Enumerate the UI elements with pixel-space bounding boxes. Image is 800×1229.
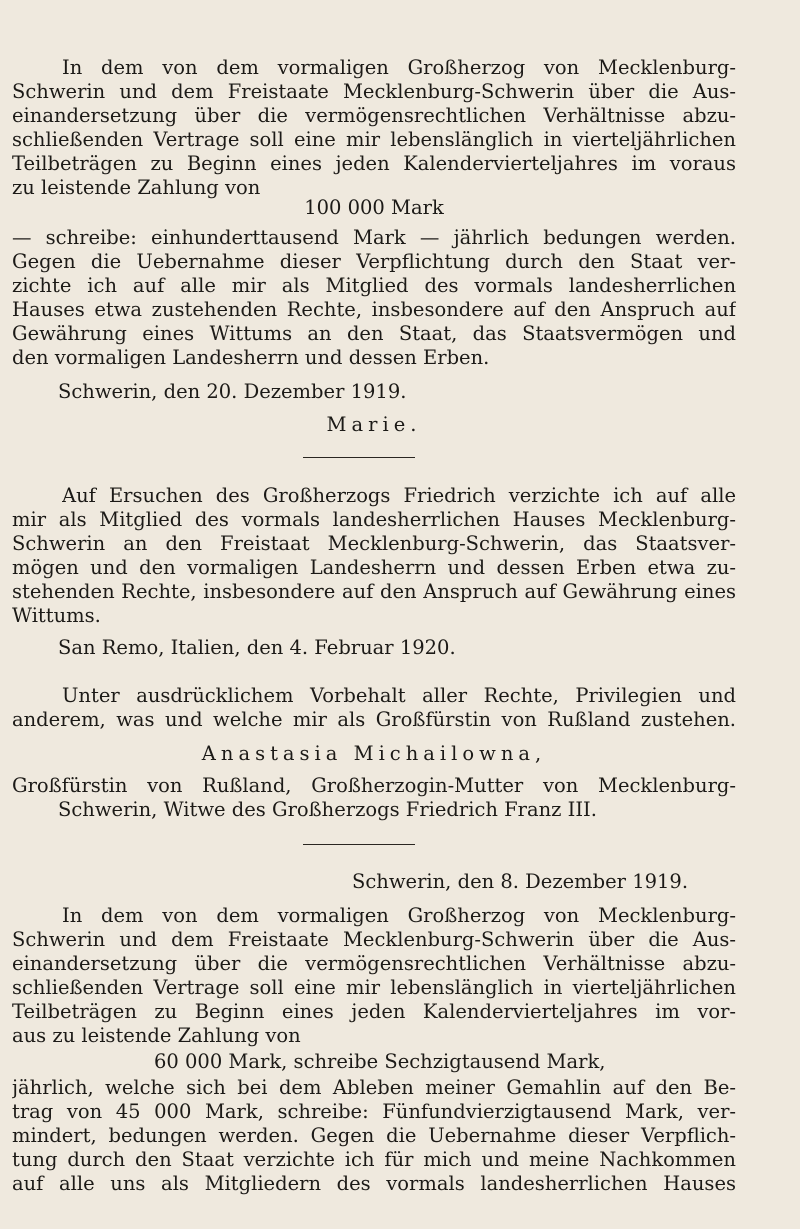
place-date: Schwerin, den 8. Dezember 1919.: [352, 870, 689, 893]
text-line: einandersetzung über die vermögensrechtlichen Verhältnisse abzu-: [12, 104, 736, 127]
text-line: anderem, was und welche mir als Großfürstin von Rußland zustehen.: [12, 708, 736, 731]
text-line: Gewährung eines Wittums an den Staat, das Staatsvermögen und: [12, 322, 736, 345]
text-line: trag von 45 000 Mark, schreibe: Fünfundvierzigtausend Mark, ver-: [12, 1100, 736, 1123]
text-line: Großfürstin von Rußland, Großherzogin-Mutter von Mecklenburg-: [12, 774, 736, 797]
text-line: zu leistende Zahlung von: [12, 176, 261, 199]
text-line: jährlich, welche sich bei dem Ableben meiner Gemahlin auf den Be-: [12, 1076, 736, 1099]
text-line: Schwerin, Witwe des Großherzogs Friedrich Franz III.: [58, 798, 597, 821]
text-line: — schreibe: einhunderttausend Mark — jährlich bedungen werden.: [12, 226, 736, 249]
text-line: Hauses etwa zustehenden Rechte, insbesondere auf den Anspruch auf: [12, 298, 736, 321]
text-line: Gegen die Uebernahme dieser Verpflichtung durch den Staat ver-: [12, 250, 736, 273]
signature: Marie.: [326, 413, 422, 436]
text-line: In dem von dem vormaligen Großherzog von Mecklenburg-: [62, 904, 736, 927]
text-line: zichte ich auf alle mir als Mitglied des vormals landesherrlichen: [12, 274, 736, 297]
text-line: mir als Mitglied des vormals landesherrlichen Hauses Mecklenburg-: [12, 508, 736, 531]
text-line: Wittums.: [12, 604, 101, 627]
amount: 60 000 Mark, schreibe Sechzigtausend Mark,: [154, 1050, 606, 1073]
text-line: mögen und den vormaligen Landesherrn und dessen Erben etwa zu-: [12, 556, 736, 579]
text-line: Schwerin an den Freistaat Mecklenburg-Schwerin, das Staatsver-: [12, 532, 736, 555]
text-line: auf alle uns als Mitgliedern des vormals landesherrlichen Hauses: [12, 1172, 736, 1195]
text-line: Auf Ersuchen des Großherzogs Friedrich verzichte ich auf alle: [62, 484, 736, 507]
text-line: Schwerin und dem Freistaate Mecklenburg-Schwerin über die Aus-: [12, 80, 736, 103]
place-date: San Remo, Italien, den 4. Februar 1920.: [58, 636, 456, 659]
text-line: Teilbeträgen zu Beginn eines jeden Kalendervierteljahres im voraus: [12, 152, 736, 175]
amount: 100 000 Mark: [304, 196, 444, 219]
text-line: mindert, bedungen werden. Gegen die Uebernahme dieser Verpflich-: [12, 1124, 736, 1147]
text-line: Schwerin und dem Freistaate Mecklenburg-Schwerin über die Aus-: [12, 928, 736, 951]
text-line: stehenden Rechte, insbesondere auf den Anspruch auf Gewährung eines: [12, 580, 736, 603]
text-line: tung durch den Staat verzichte ich für mich und meine Nachkommen: [12, 1148, 736, 1171]
text-line: Teilbeträgen zu Beginn eines jeden Kalendervierteljahres im vor-: [12, 1000, 736, 1023]
place-date: Schwerin, den 20. Dezember 1919.: [58, 380, 407, 403]
text-line: Unter ausdrücklichem Vorbehalt aller Rechte, Privilegien und: [62, 684, 736, 707]
text-line: den vormaligen Landesherrn und dessen Erben.: [12, 346, 490, 369]
text-line: schließenden Vertrage soll eine mir lebenslänglich in vierteljährlichen: [12, 976, 736, 999]
divider: [303, 457, 415, 458]
signature: Anastasia Michailowna,: [201, 742, 547, 765]
text-line: schließenden Vertrage soll eine mir lebenslänglich in vierteljährlichen: [12, 128, 736, 151]
text-line: In dem von dem vormaligen Großherzog von Mecklenburg-: [62, 56, 736, 79]
text-line: aus zu leistende Zahlung von: [12, 1024, 301, 1047]
divider: [303, 844, 415, 845]
text-line: einandersetzung über die vermögensrechtlichen Verhältnisse abzu-: [12, 952, 736, 975]
